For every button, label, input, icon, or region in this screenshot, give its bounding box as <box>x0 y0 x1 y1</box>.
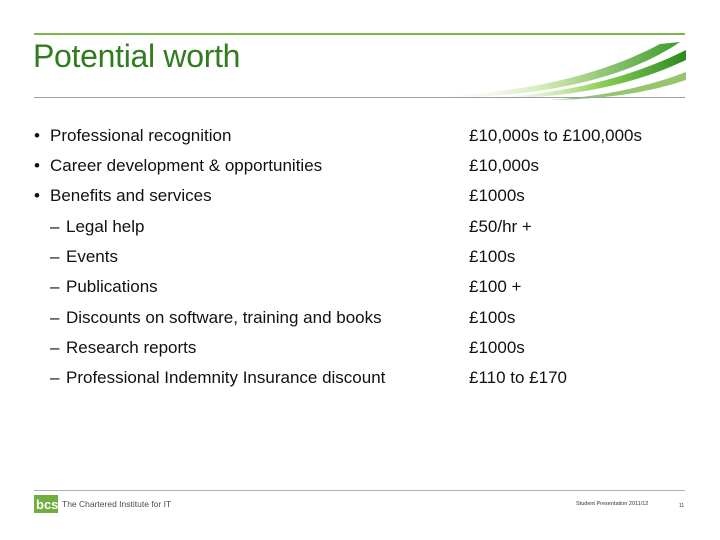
title-rule <box>34 97 685 98</box>
item-value: £110 to £170 <box>469 368 567 387</box>
footer-rule <box>34 490 685 491</box>
dash-marker: – <box>50 247 60 266</box>
dash-marker: – <box>50 368 60 387</box>
item-label: Discounts on software, training and books <box>66 308 382 327</box>
dash-marker: – <box>50 308 60 327</box>
item-label: Career development & opportunities <box>50 156 323 175</box>
bullet-marker: • <box>34 186 40 205</box>
item-value: £1000s <box>469 186 525 205</box>
svg-text:The Chartered Institute for IT: The Chartered Institute for IT <box>62 499 172 509</box>
item-label: Events <box>66 247 118 266</box>
item-label: Professional recognition <box>50 126 232 145</box>
item-label: Publications <box>66 277 158 296</box>
item-value: £1000s <box>469 338 525 357</box>
page-number: 11 <box>679 503 685 509</box>
top-rule <box>34 33 685 35</box>
item-label: Professional Indemnity Insurance discount <box>66 368 386 387</box>
dash-marker: – <box>50 277 60 296</box>
item-value: £50/hr + <box>469 217 532 236</box>
item-value: £100s <box>469 247 516 266</box>
dash-marker: – <box>50 338 60 357</box>
item-value: £100s <box>469 308 516 327</box>
item-value: £100 + <box>469 277 522 296</box>
footer-presentation-label: Student Presentation 2011/12 <box>576 501 649 507</box>
bullet-marker: • <box>34 126 40 145</box>
item-label: Legal help <box>66 217 145 236</box>
item-label: Benefits and services <box>50 186 212 205</box>
green-swoosh-graphic <box>430 36 686 100</box>
item-value: £10,000s to £100,000s <box>469 126 642 145</box>
bcs-logo <box>34 494 172 514</box>
slide-title: Potential worth <box>33 38 241 74</box>
bullet-marker: • <box>34 156 40 175</box>
item-value: £10,000s <box>469 156 539 175</box>
item-label: Research reports <box>66 338 197 357</box>
svg-text:bcs: bcs <box>36 497 59 512</box>
dash-marker: – <box>50 217 60 236</box>
